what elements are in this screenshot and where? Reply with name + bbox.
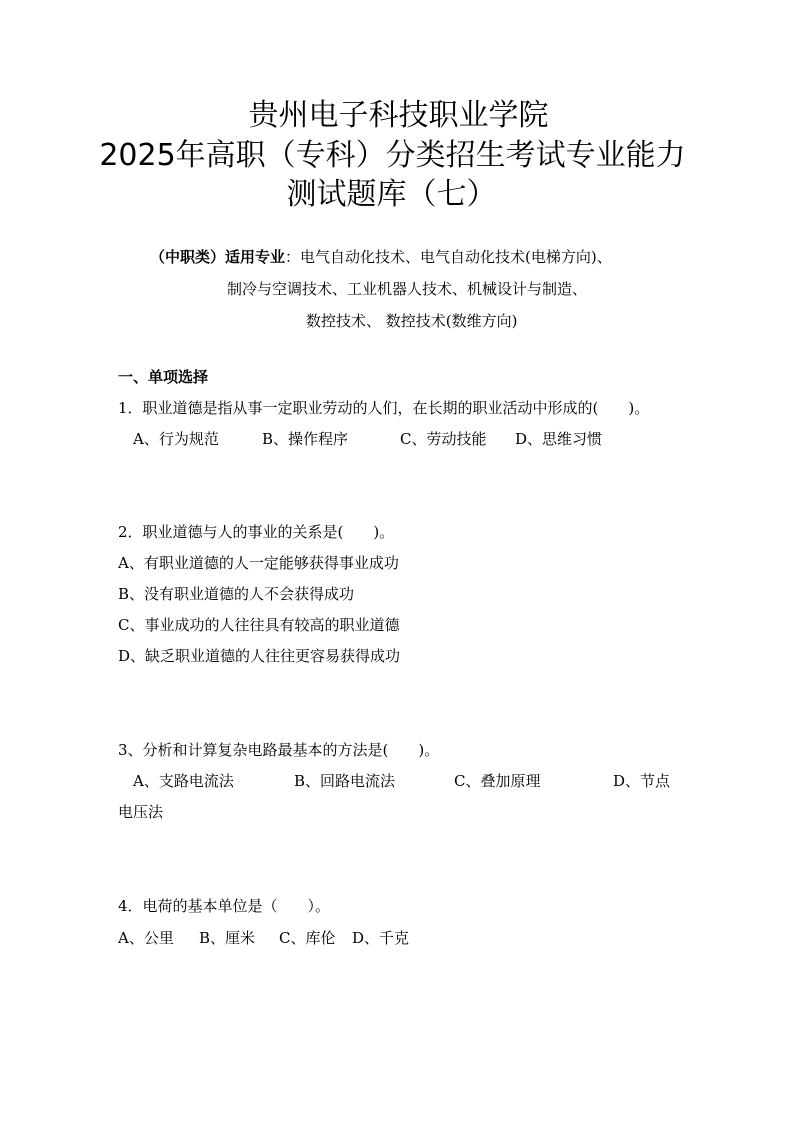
question-3-option-a: A、支路电流法: [133, 772, 234, 790]
question-3-option-c: C、叠加原理: [454, 772, 541, 790]
title-line-2: 2025年高职（专科）分类招生考试专业能力: [99, 138, 686, 173]
question-2-option-c: C、事业成功的人往往具有较高的职业道德: [118, 616, 400, 634]
applicable-majors-line-1: [150, 247, 793, 267]
question-4-option-d: D、千克: [352, 929, 410, 947]
question-3-option-d-continued: 电压法: [118, 803, 164, 821]
question-2-option-b: B、没有职业道德的人不会获得成功: [118, 585, 355, 603]
question-3-stem: 3、分析和计算复杂电路最基本的方法是( )。: [118, 741, 440, 759]
question-1-option-a: A、行为规范: [133, 430, 219, 448]
applicable-majors-line-3: 数控技术、 数控技术(数维方向): [306, 312, 518, 330]
question-2-option-d: D、缺乏职业道德的人往往更容易获得成功: [118, 647, 401, 665]
title-line-3: 测试题库（七）: [286, 177, 497, 212]
majors-label: 适用专业: [225, 248, 286, 266]
question-1-option-c: C、劳动技能: [400, 430, 487, 448]
majors-category: （中职类）: [150, 248, 226, 266]
majors-colon: ：: [285, 248, 301, 266]
question-1-option-d: D、思维习惯: [515, 430, 603, 448]
question-3-option-d: D、节点: [613, 772, 671, 790]
question-1-option-b: B、操作程序: [262, 430, 349, 448]
question-2-stem: 2．职业道德与人的事业的关系是( )。: [118, 523, 395, 541]
section-title: 一、单项选择: [118, 368, 209, 386]
question-2-option-a: A、有职业道德的人一定能够获得事业成功: [118, 554, 399, 572]
question-4-option-c: C、库伦: [279, 929, 336, 947]
majors-list-1: 电气自动化技术、电气自动化技术(电梯方向)、: [300, 248, 612, 266]
question-4-option-b: B、厘米: [199, 929, 256, 947]
applicable-majors-line-2: 制冷与空调技术、工业机器人技术、机械设计与制造、: [227, 280, 588, 298]
question-4-stem: 4．电荷的基本单位是（ ）。: [118, 897, 331, 915]
question-3-option-b: B、回路电流法: [294, 772, 396, 790]
question-4-option-a: A、公里: [118, 929, 174, 947]
title-line-1: 贵州电子科技职业学院: [248, 98, 549, 133]
question-1-stem: 1．职业道德是指从事一定职业劳动的人们，在长期的职业活动中形成的( )。: [118, 399, 650, 417]
